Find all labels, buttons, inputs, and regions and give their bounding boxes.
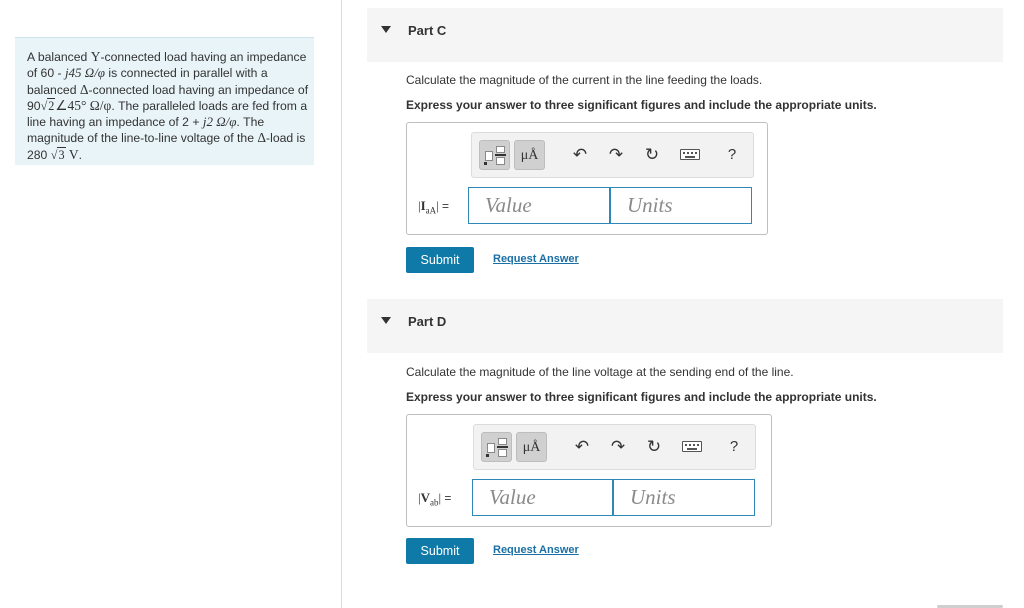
redo-icon[interactable]: ↷ bbox=[608, 145, 624, 164]
part-d-units-input[interactable]: Units bbox=[613, 479, 755, 516]
math-toolbar bbox=[473, 424, 756, 470]
part-c-answer-box bbox=[406, 122, 768, 235]
wye-symbol: Y bbox=[90, 49, 101, 64]
keyboard-icon[interactable] bbox=[680, 149, 700, 160]
math-toolbar bbox=[471, 132, 754, 178]
part-d-request-answer-link[interactable]: Request Answer bbox=[493, 544, 579, 556]
part-c-label: Part C bbox=[408, 23, 447, 38]
templates-icon[interactable] bbox=[481, 432, 512, 462]
volts-unit: V bbox=[68, 146, 79, 162]
part-c-variable-label: $|I_{aA}|$ = bbox=[418, 198, 450, 216]
part-c-request-answer-link[interactable]: Request Answer bbox=[493, 253, 579, 265]
help-icon[interactable]: ? bbox=[727, 146, 737, 163]
help-icon[interactable]: ? bbox=[729, 438, 739, 455]
part-d-header[interactable] bbox=[367, 299, 1003, 353]
part-c-units-input[interactable]: Units bbox=[610, 187, 752, 224]
templates-icon[interactable] bbox=[479, 140, 510, 170]
reset-icon[interactable]: ↻ bbox=[646, 437, 662, 456]
part-c-submit-button[interactable]: Submit bbox=[406, 247, 474, 273]
undo-icon[interactable]: ↶ bbox=[574, 437, 590, 456]
part-d-question: Calculate the magnitude of the line voltage at the sending end of the line. bbox=[406, 365, 794, 379]
units-icon[interactable]: μÅ bbox=[514, 140, 545, 170]
undo-icon[interactable]: ↶ bbox=[572, 145, 588, 164]
part-d-submit-button[interactable]: Submit bbox=[406, 538, 474, 564]
problem-statement: A balanced Y-connected load having an impedance of 60 - j45 Ω/φ is connected in parallel with a balanced Δ-connected load having an impedance of 90√2∠45° Ω/φ. The paralleled loads are fed from a line having an impedance of 2 + j2 Ω/φ. The magnitude of the line-to-line voltage of the Δ-load is 280 √3 V. bbox=[15, 37, 314, 165]
sqrt-two: √2 bbox=[40, 98, 55, 113]
impedance-delta-angle: ∠45° Ω/φ bbox=[55, 97, 112, 113]
units-icon[interactable]: μÅ bbox=[516, 432, 547, 462]
problem-pane bbox=[0, 0, 342, 608]
part-d-label: Part D bbox=[408, 314, 447, 329]
part-c-value-input[interactable]: Value bbox=[468, 187, 610, 224]
delta-symbol: Δ bbox=[79, 81, 89, 97]
part-d-value-input[interactable]: Value bbox=[472, 479, 613, 516]
part-d-instruction: Express your answer to three significant figures and include the appropriate units. bbox=[406, 390, 877, 404]
part-d-variable-label: $|V_{ab}|$ = bbox=[418, 490, 452, 508]
delta-symbol-2: Δ bbox=[257, 130, 267, 146]
part-c-instruction: Express your answer to three significant figures and include the appropriate units. bbox=[406, 98, 877, 112]
impedance-line: j2 Ω/φ bbox=[202, 114, 237, 130]
part-c-header[interactable] bbox=[367, 8, 1003, 62]
reset-icon[interactable]: ↻ bbox=[644, 145, 660, 164]
impedance-y: j45 Ω/φ bbox=[64, 65, 106, 81]
keyboard-icon[interactable] bbox=[682, 441, 702, 452]
part-d-answer-box bbox=[406, 414, 772, 527]
collapse-triangle-icon[interactable] bbox=[381, 26, 391, 33]
sqrt-three: √3 bbox=[50, 147, 65, 162]
redo-icon[interactable]: ↷ bbox=[610, 437, 626, 456]
part-c-question: Calculate the magnitude of the current in the line feeding the loads. bbox=[406, 73, 763, 87]
collapse-triangle-icon[interactable] bbox=[381, 317, 391, 324]
